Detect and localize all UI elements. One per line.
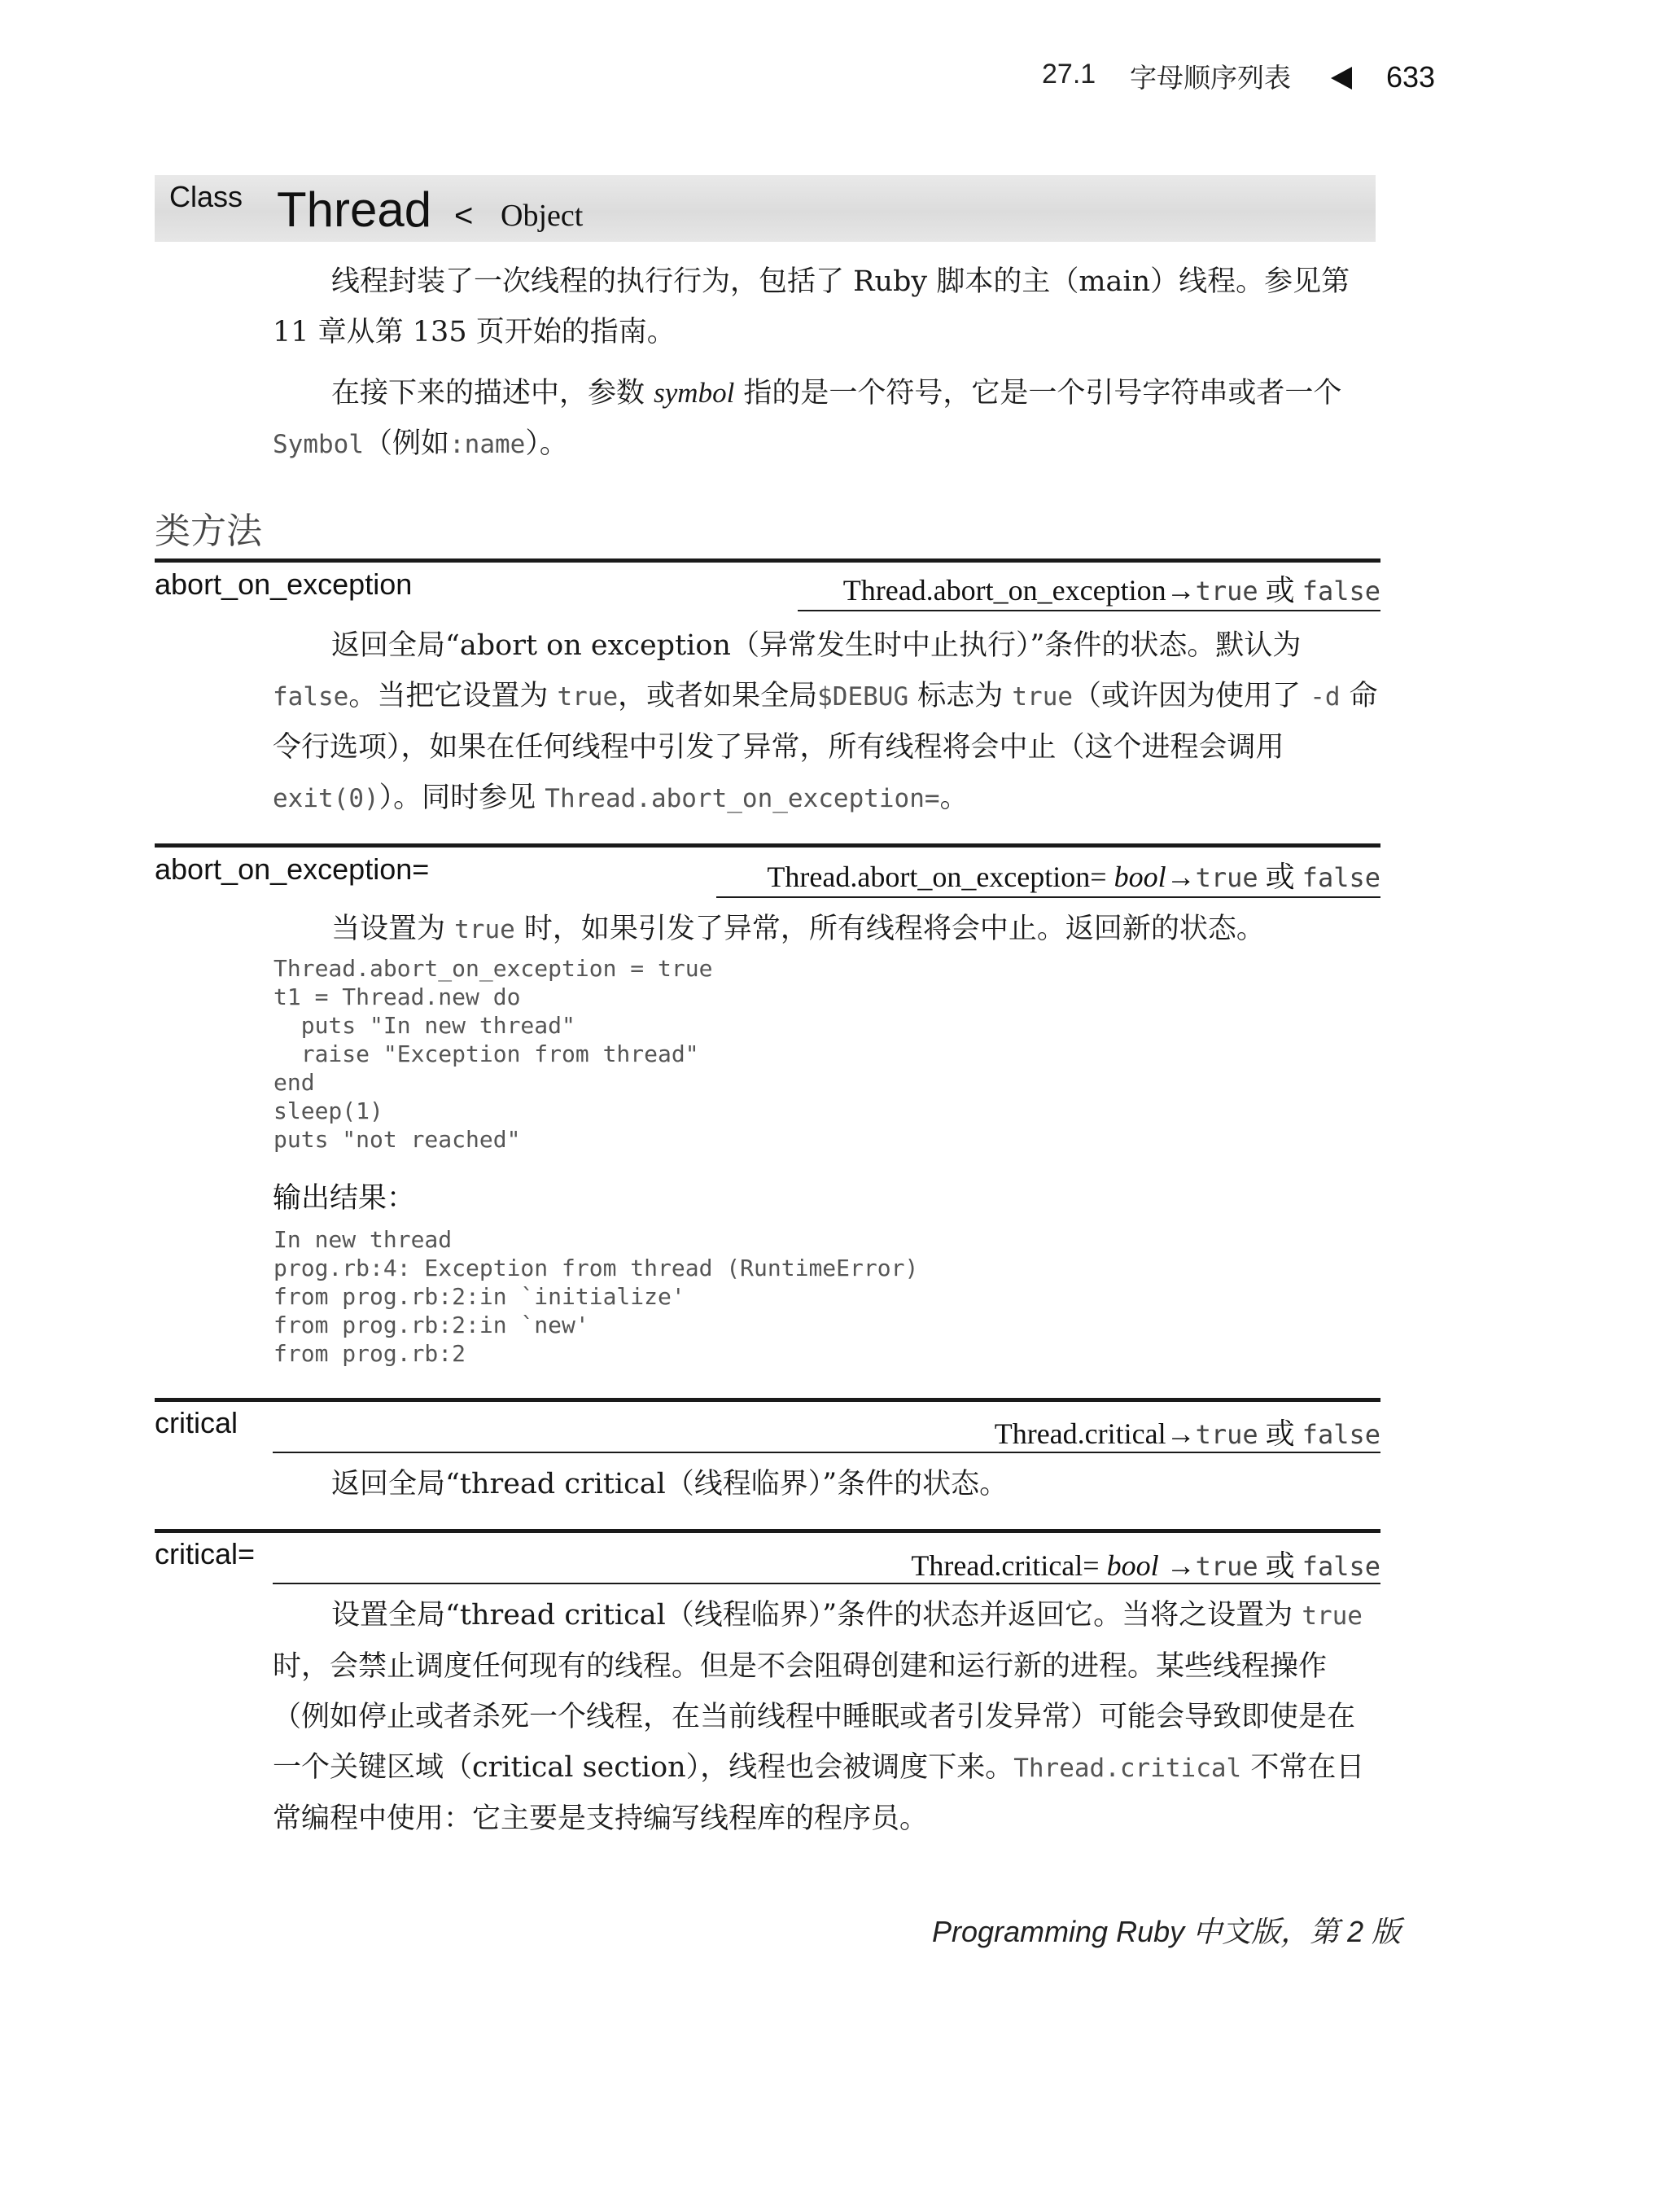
running-header	[1042, 54, 1449, 103]
signature-underline	[798, 610, 1380, 611]
method-rule-top	[155, 558, 1380, 563]
page-number: 633	[1386, 60, 1436, 94]
inline-code: exit(0)	[273, 784, 379, 813]
signature-underline	[716, 896, 1380, 898]
book-footer: Programming Ruby 中文版，第 2 版	[932, 1915, 1402, 1948]
code-example: Thread.abort_on_exception = true t1 = Thread.new do puts "In new thread" raise "Exception from thread" end sleep(1) puts "not reached"	[273, 955, 713, 1153]
class-banner	[155, 175, 1376, 242]
method-rule-top	[155, 1529, 1380, 1533]
parent-class: Object	[501, 199, 584, 233]
method-signature: Thread.abort_on_exception= bool→true 或 false	[767, 861, 1380, 893]
inherits-symbol: <	[454, 198, 474, 234]
inline-code: Thread.critical	[1013, 1754, 1242, 1783]
class-keyword: Class	[169, 180, 243, 213]
method-name: critical	[155, 1406, 238, 1439]
text-run: ）。同时参见	[378, 782, 545, 814]
method-name: critical=	[155, 1537, 256, 1570]
method-description	[273, 1590, 1380, 1844]
intro-paragraph-1: 线程封装了一次线程的执行行为，包括了 Ruby 脚本的主（main）线程。参见第 11 章从第 135 页开始的指南。	[273, 265, 1350, 348]
text-run: 标志为	[908, 680, 1013, 712]
method-rule-top	[155, 1398, 1380, 1402]
code-output: In new thread prog.rb:4: Exception from thread (RuntimeError) from prog.rb:2:in `initialize' from prog.rb:2:in `new' from prog.rb:2	[273, 1226, 919, 1367]
method-signature: Thread.abort_on_exception→true 或 false	[842, 574, 1380, 607]
inline-code: :name	[449, 430, 526, 459]
method-description	[273, 620, 1380, 824]
signature-underline	[273, 1583, 1380, 1584]
method-signature: Thread.critical= bool →true 或 false	[911, 1549, 1380, 1582]
method-name: abort_on_exception=	[155, 852, 430, 886]
inline-code: true	[1302, 1601, 1363, 1631]
inline-code: Thread.abort_on_exception=	[545, 784, 940, 813]
signature-underline	[273, 1452, 1380, 1453]
method-description: 当设置为 true 时，如果引发了异常，所有线程将会中止。返回新的状态。	[331, 913, 1265, 945]
text-run: ，或者如果全局	[618, 680, 818, 712]
inline-code: -d	[1310, 682, 1341, 712]
text-run: 设置全局“thread critical（线程临界）”条件的状态并返回它。当将之设置为	[331, 1599, 1302, 1632]
text-run: 时，会禁止调度任何现有的线程。但是不会阻碍创建和运行新的进程。某些线程操作（例如停止或者杀死一个线程，在当前线程中睡眠或者引发异常）可能会导致即使是在一个关键区域（critical section），线程也会被调度下来。	[273, 1650, 1356, 1784]
section-title: 字母顺序列表	[1130, 62, 1291, 94]
triangle-left-icon	[1331, 67, 1352, 90]
text-run: （或许因为使用了	[1073, 680, 1310, 712]
param-symbol: symbol	[654, 377, 735, 409]
method-description: 返回全局“thread critical（线程临界）”条件的状态。	[331, 1468, 1009, 1500]
inline-code: true	[557, 682, 619, 712]
inline-code: Symbol	[273, 430, 364, 459]
text-run: 命令行选项），如果在任何线程中引发了异常，所有线程将会中止（这个进程会调用	[273, 680, 1378, 764]
inline-code: false	[273, 682, 349, 712]
inline-code: true	[1012, 682, 1074, 712]
text-run: 返回全局“abort on exception（异常发生时中止执行）”条件的状态。默认为	[331, 629, 1302, 662]
intro-paragraph-2: 在接下来的描述中，参数 symbol 指的是一个符号，它是一个引号字符串或者一个 Symbol（例如:name）。	[273, 377, 1342, 460]
output-label: 输出结果：	[273, 1182, 416, 1215]
inline-code: $DEBUG	[817, 682, 909, 712]
class-methods-heading: 类方法	[155, 510, 262, 552]
method-rule-top	[155, 843, 1380, 848]
text-run: 。	[939, 782, 969, 814]
text-run: 。当把它设置为	[348, 680, 558, 712]
method-signature: Thread.critical→true 或 false	[994, 1417, 1380, 1450]
section-number: 27.1	[1042, 59, 1096, 90]
class-name: Thread	[277, 182, 432, 237]
text-run: 不常在日常编程中使用：它主要是支持编写线程库的程序员。	[273, 1751, 1365, 1835]
method-name: abort_on_exception	[155, 567, 413, 601]
